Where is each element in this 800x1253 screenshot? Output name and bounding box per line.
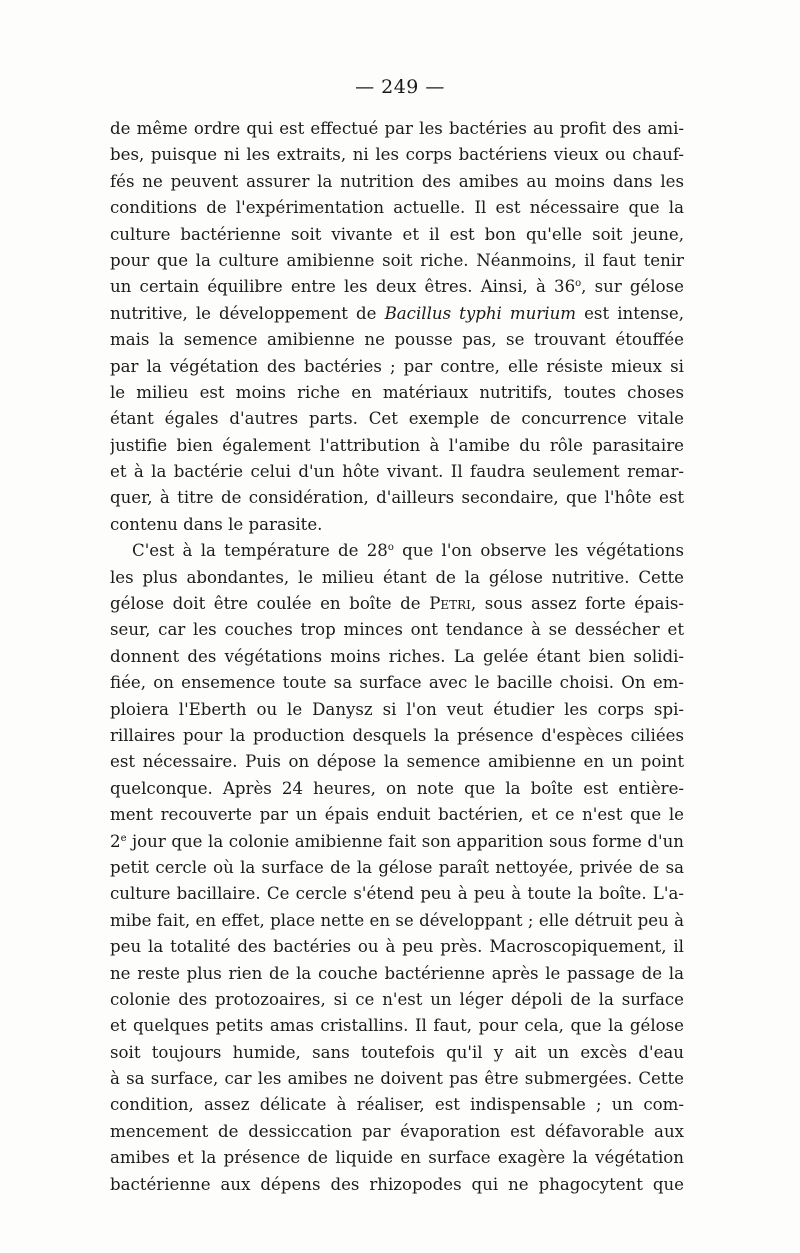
text-line: les plus abondantes, le milieu étant de la gélose nutritive. Cette — [110, 567, 684, 587]
text-line: mibe fait, en effet, place nette en se développant ; elle détruit peu à — [110, 910, 684, 930]
text-line: culture bacillaire. Ce cercle s'étend peu à peu à toute la boîte. L'a- — [110, 884, 684, 904]
text-line: ploiera l'Eberth ou le Danysz si l'on veut étudier les corps spi- — [110, 699, 684, 719]
text-line: fés ne peuvent assurer la nutrition des amibes au moins dans les — [110, 171, 684, 191]
text-line: colonie des protozoaires, si ce n'est un léger dépoli de la surface — [110, 989, 684, 1009]
text-line — [110, 274, 684, 300]
text-line: de même ordre qui est effectué par les bactéries au profit des ami- — [110, 119, 684, 138]
text-line: est nécessaire. Puis on dépose la semence amibienne en un point — [110, 752, 684, 772]
text-line: à sa surface, car les amibes ne doivent pas être submergées. Cette — [110, 1069, 684, 1089]
text-segment: est intense, — [576, 303, 684, 323]
species-name: Bacillus typhi murium — [384, 303, 577, 323]
text-line: étant égales d'autres parts. Cet exemple de concurrence vitale — [110, 409, 684, 429]
degree-superscript: o — [575, 278, 582, 290]
ordinal-superscript: e — [120, 832, 127, 844]
text-segment: , sur gélose — [581, 277, 684, 297]
text-line — [110, 301, 684, 327]
text-line: ne reste plus rien de la couche bactérienne après le passage de la — [110, 963, 684, 983]
text-line: condition, assez délicate à réaliser, est indispensable ; un com- — [110, 1095, 684, 1115]
text-line: pour que la culture amibienne soit riche. Néanmoins, il faut tenir — [110, 250, 684, 270]
body-text — [110, 116, 684, 1198]
text-line: seur, car les couches trop minces ont tendance à se dessécher et — [110, 620, 684, 640]
text-segment: 2 — [110, 831, 121, 851]
text-line: mencement de dessiccation par évaporation est défavorable aux — [110, 1121, 684, 1141]
text-line: et à la bactérie celui d'un hôte vivant. Il faudra seulement remar- — [110, 462, 684, 482]
text-line: contenu dans le parasite. — [110, 514, 323, 534]
text-line: conditions de l'expérimentation actuelle. Il est nécessaire que la — [110, 198, 684, 218]
text-line: justifie bien également l'attribution à l'amibe du rôle parasitaire — [110, 435, 684, 455]
text-line: ment recouverte par un épais enduit bactérien, et ce n'est que le — [110, 805, 684, 825]
text-line: amibes et la présence de liquide en surface exagère la végétation — [110, 1148, 684, 1168]
author-name: Petri — [429, 594, 471, 614]
text-line: fiée, on ensemence toute sa surface avec le bacille choisi. On em- — [110, 673, 684, 693]
text-segment: C'est à la température de 28 — [132, 541, 388, 561]
text-line: mais la semence amibienne ne pousse pas, se trouvant étouffée — [110, 330, 684, 350]
text-line: rillaires pour la production desquels la présence d'espèces ciliées — [110, 725, 684, 745]
text-line: quer, à titre de considération, d'ailleurs secondaire, que l'hôte est — [110, 488, 684, 508]
text-segment: gélose doit être coulée en boîte de — [110, 594, 430, 614]
text-segment: que l'on observe les végétations — [393, 541, 684, 561]
text-line: bes, puisque ni les extraits, ni les corps bactériens vieux ou chauf- — [110, 145, 684, 165]
text-line: et quelques petits amas cristallins. Il faut, pour cela, que la gélose — [110, 1016, 684, 1036]
text-line: quelconque. Après 24 heures, on note que la boîte est entière- — [110, 778, 684, 798]
text-line — [110, 829, 684, 855]
text-segment: nutritive, le développement de — [110, 303, 385, 323]
degree-superscript: o — [387, 542, 394, 554]
text-line: le milieu est moins riche en matériaux nutritifs, toutes choses — [110, 382, 684, 402]
text-line — [110, 591, 684, 617]
text-line: par la végétation des bactéries ; par contre, elle résiste mieux si — [110, 356, 684, 376]
text-line: petit cercle où la surface de la gélose paraît nettoyée, privée de sa — [110, 857, 684, 877]
text-line: donnent des végétations moins riches. La gelée étant bien solidi- — [110, 646, 684, 666]
text-line — [110, 538, 684, 564]
text-segment: , sous assez forte épais- — [470, 594, 684, 614]
page-number: — 249 — — [355, 76, 445, 98]
text-line: bactérienne aux dépens des rhizopodes qui ne phagocytent que — [110, 1174, 684, 1194]
text-segment: un certain équilibre entre les deux êtres. Ainsi, à 36 — [110, 277, 576, 297]
text-line: peu la totalité des bactéries ou à peu près. Macroscopiquement, il — [110, 937, 684, 957]
text-line: culture bactérienne soit vivante et il est bon qu'elle soit jeune, — [110, 224, 684, 244]
text-line: soit toujours humide, sans toutefois qu'il y ait un excès d'eau — [110, 1042, 684, 1062]
text-segment: jour que la colonie amibienne fait son apparition sous forme d'un — [126, 831, 684, 851]
